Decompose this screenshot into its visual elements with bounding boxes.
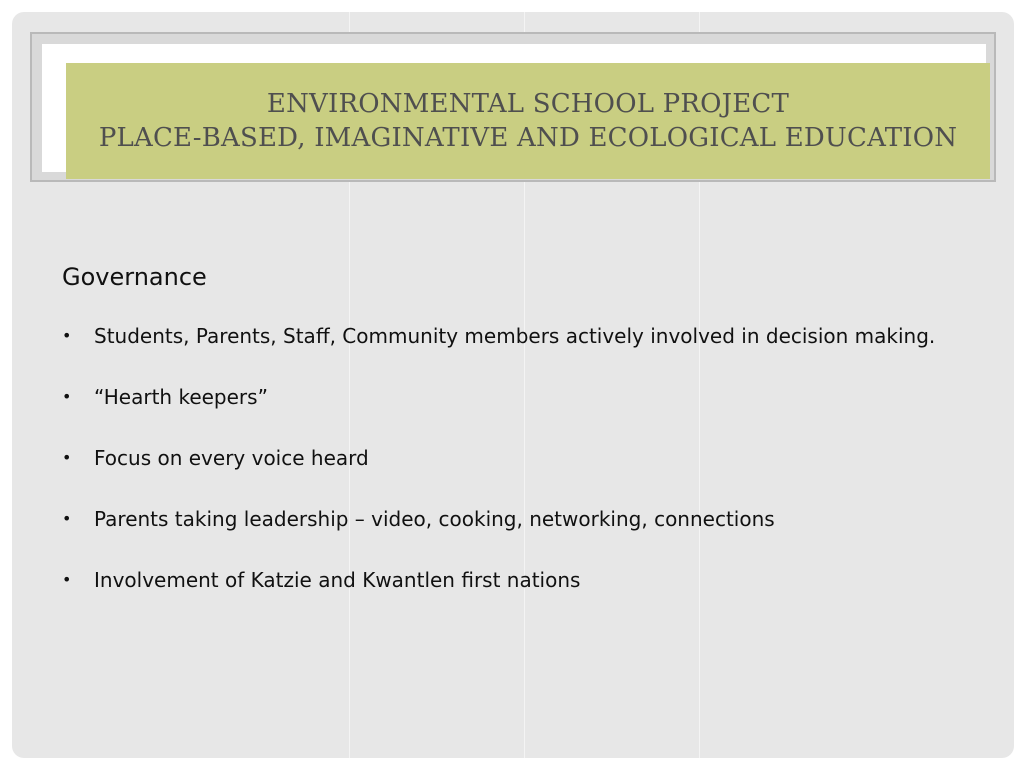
bullet-icon: • [62, 387, 72, 406]
list-item [62, 442, 962, 474]
bullet-icon: • [62, 570, 72, 589]
list-item-text: Focus on every voice heard [94, 446, 369, 470]
list-item [62, 564, 962, 596]
list-item [62, 320, 962, 352]
bullet-icon: • [62, 326, 72, 345]
list-item [62, 381, 962, 413]
bullet-icon: • [62, 448, 72, 467]
list-item-text: Parents taking leadership – video, cooking, networking, connections [94, 507, 775, 531]
title-line-2: PLACE-BASED, IMAGINATIVE AND ECOLOGICAL EDUCATION [98, 123, 958, 153]
slide-title [66, 63, 990, 179]
title-line-1: ENVIRONMENTAL SCHOOL PROJECT [266, 89, 790, 119]
slide [12, 12, 1014, 758]
list-item-text: Students, Parents, Staff, Community members actively involved in decision making. [94, 324, 936, 348]
bullet-icon: • [62, 509, 72, 528]
section-heading: Governance [62, 263, 207, 291]
list-item-text: Involvement of Katzie and Kwantlen first nations [94, 568, 581, 592]
list-item [62, 503, 962, 535]
slide-body [62, 262, 962, 625]
list-item-text: “Hearth keepers” [94, 385, 268, 409]
bullet-list [62, 320, 962, 596]
